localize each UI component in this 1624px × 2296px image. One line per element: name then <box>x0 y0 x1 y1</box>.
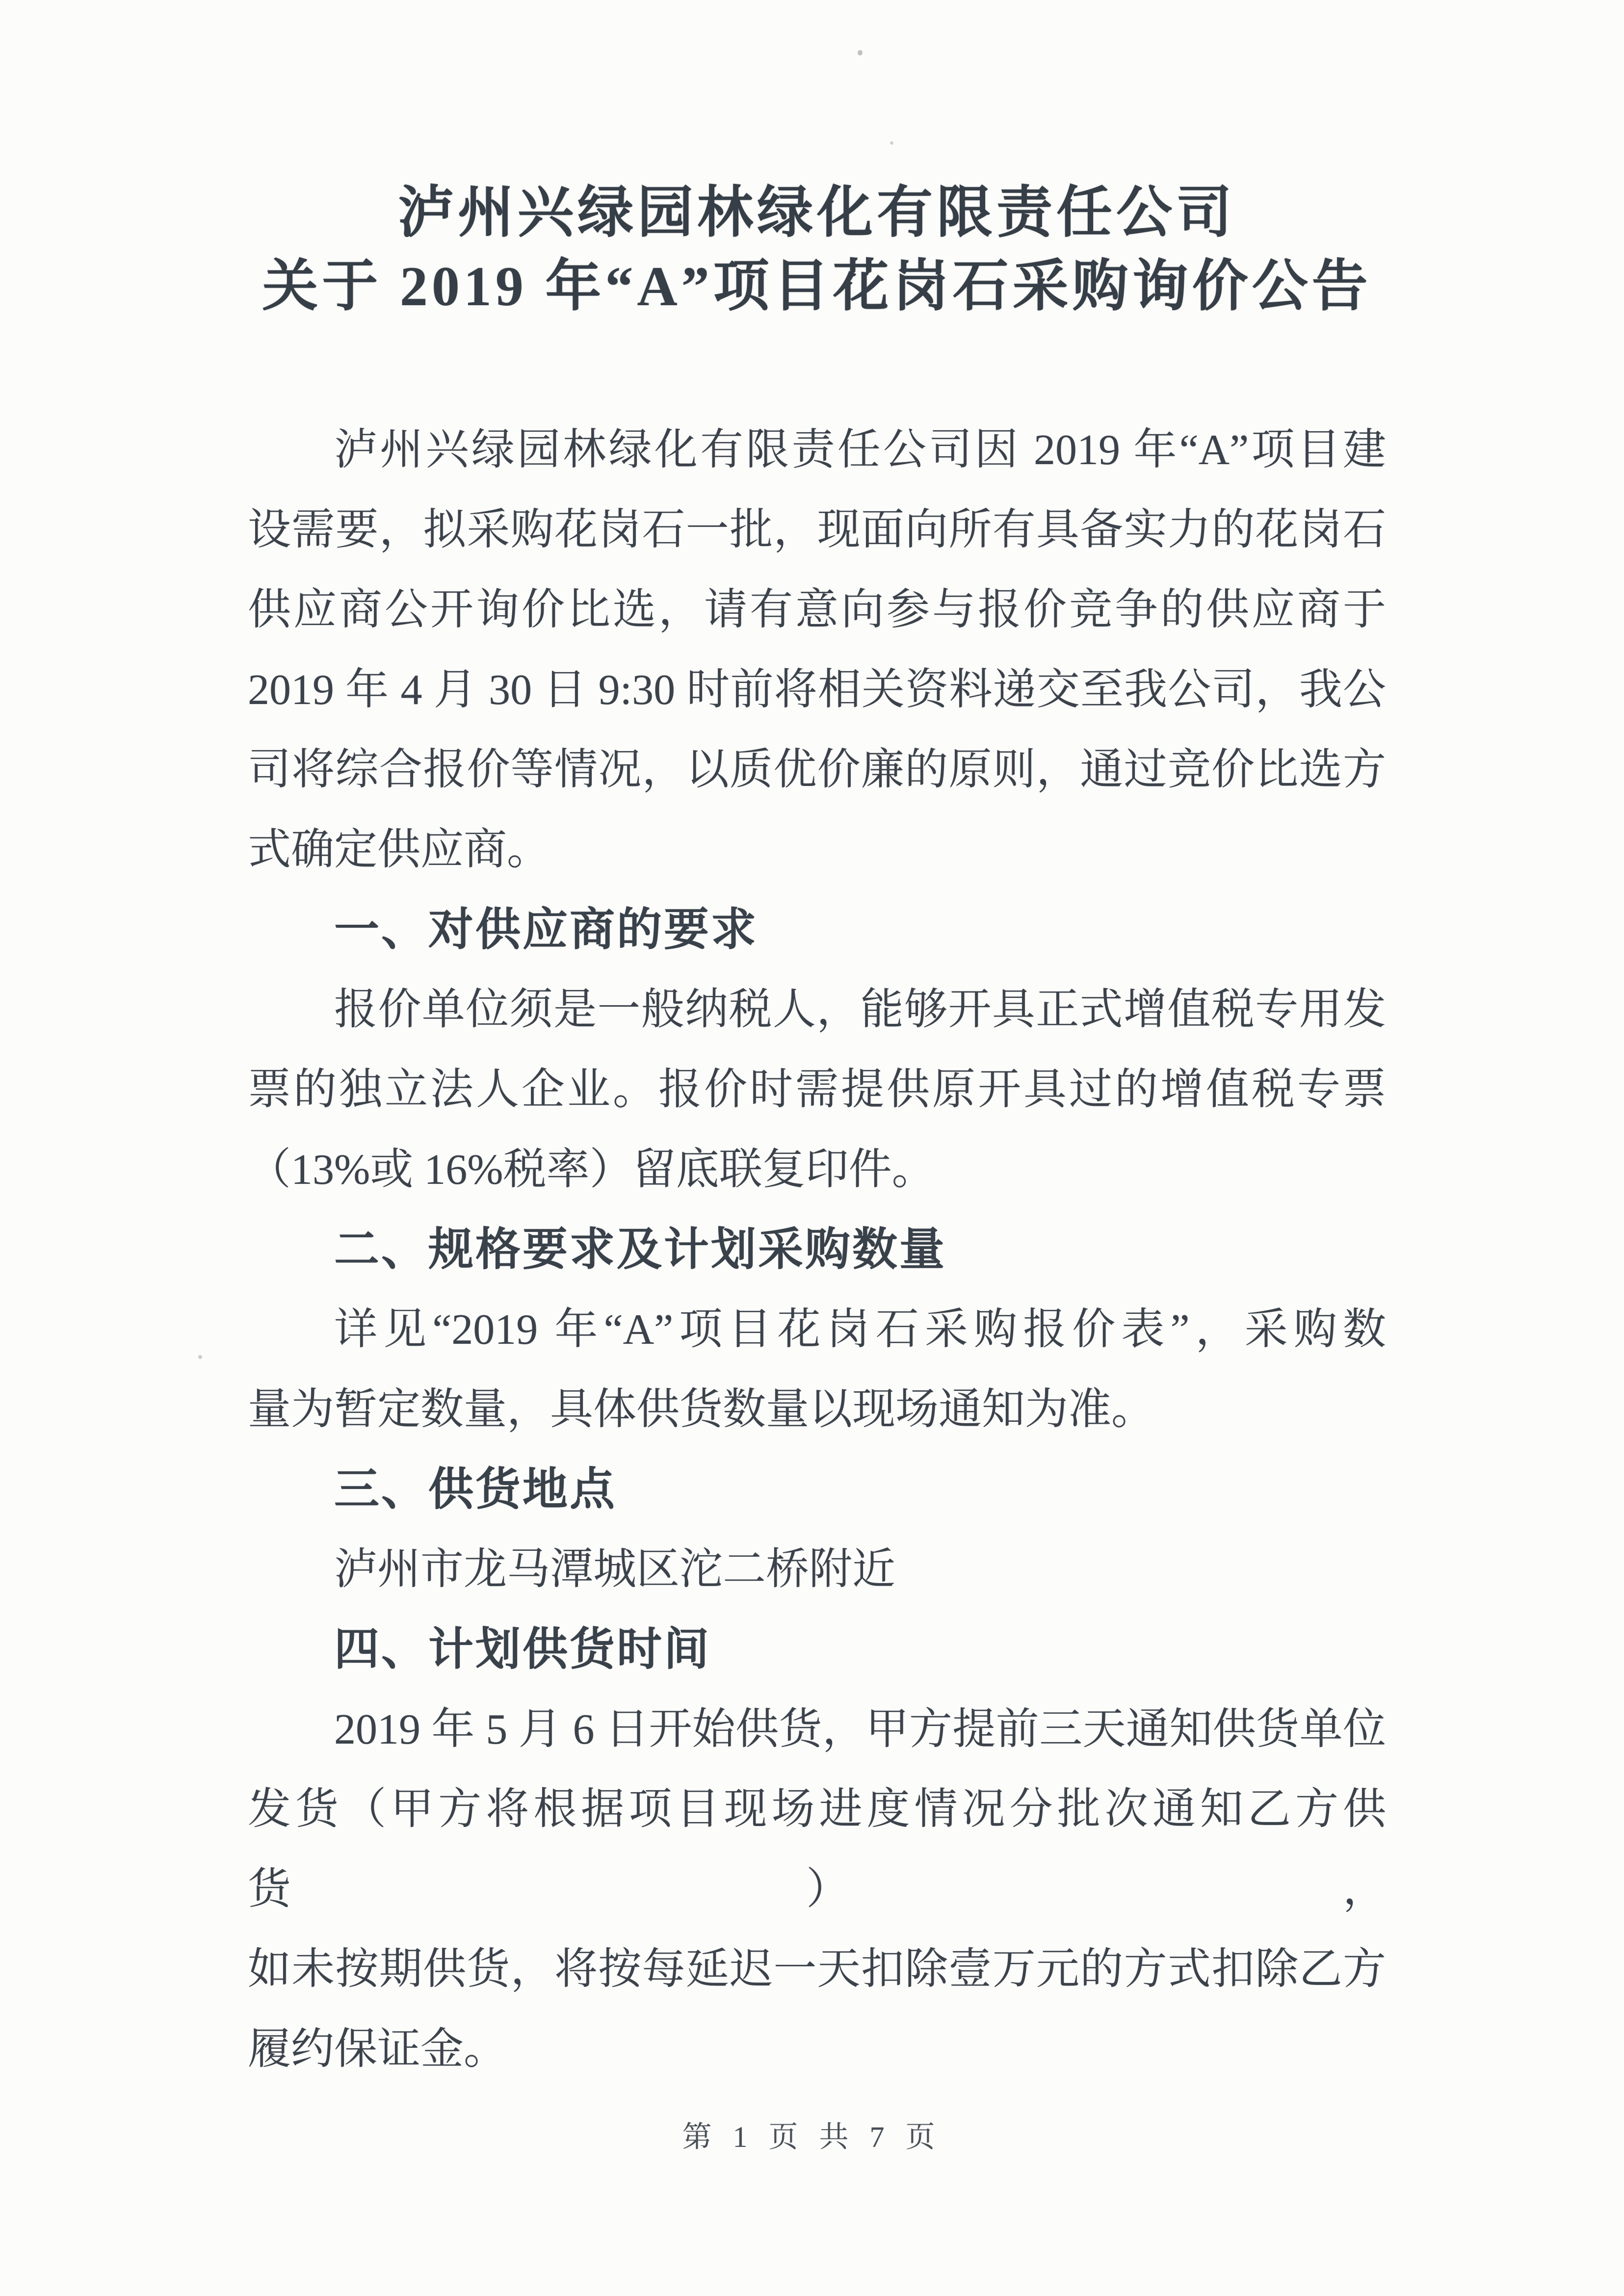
body-line: 如未按期供货，将按每延迟一天扣除壹万元的方式扣除乙方 <box>248 1946 1386 1993</box>
body-line: 量为暂定数量，具体供货数量以现场通知为准。 <box>248 1386 1155 1434</box>
body-line: 式确定供应商。 <box>248 826 550 874</box>
body-line: （13%或 16%税率）留底联复印件。 <box>248 1146 935 1194</box>
body-line: 设需要，拟采购花岗石一批，现面向所有具备实力的花岗石 <box>248 506 1386 554</box>
document-body <box>248 410 1386 2089</box>
body-line: 供应商公开询价比选，请有意向参与报价竞争的供应商于 <box>248 586 1386 634</box>
body-line: 详见“2019 年“A”项目花岗石采购报价表”，采购数 <box>334 1306 1386 1354</box>
body-line: 泸州市龙马潭城区沱二桥附近 <box>334 1546 896 1593</box>
body-line: 报价单位须是一般纳税人，能够开具正式增值税专用发 <box>334 986 1386 1034</box>
scan-speck <box>890 141 893 145</box>
body-line: 发货（甲方将根据项目现场进度情况分批次通知乙方供货）， <box>248 1786 1386 1913</box>
page-footer: 第 1 页 共 7 页 <box>682 2121 942 2153</box>
section-heading-2: 二、规格要求及计划采购数量 <box>334 1225 947 1275</box>
section-heading-4: 四、计划供货时间 <box>334 1624 711 1674</box>
document-content <box>248 176 1386 2089</box>
body-line: 2019 年 5 月 6 日开始供货，甲方提前三天通知供货单位 <box>334 1706 1386 1753</box>
body-line: 泸州兴绿园林绿化有限责任公司因 2019 年“A”项目建 <box>334 426 1386 474</box>
scan-speck <box>858 50 863 55</box>
title-line-1: 泸州兴绿园林绿化有限责任公司 <box>397 182 1236 244</box>
body-line: 司将综合报价等情况，以质优价廉的原则，通过竞价比选方 <box>248 746 1386 794</box>
body-line: 票的独立法人企业。报价时需提供原开具过的增值税专票 <box>248 1066 1386 1114</box>
section-heading-3: 三、供货地点 <box>334 1464 617 1514</box>
scan-speck <box>198 1355 202 1359</box>
title-line-2: 关于 2019 年“A”项目花岗石采购询价公告 <box>262 255 1372 317</box>
body-line: 2019 年 4 月 30 日 9:30 时前将相关资料递交至我公司，我公 <box>248 666 1386 714</box>
section-heading-1: 一、对供应商的要求 <box>334 905 759 955</box>
body-line: 履约保证金。 <box>248 2026 507 2073</box>
document-title <box>248 176 1386 323</box>
